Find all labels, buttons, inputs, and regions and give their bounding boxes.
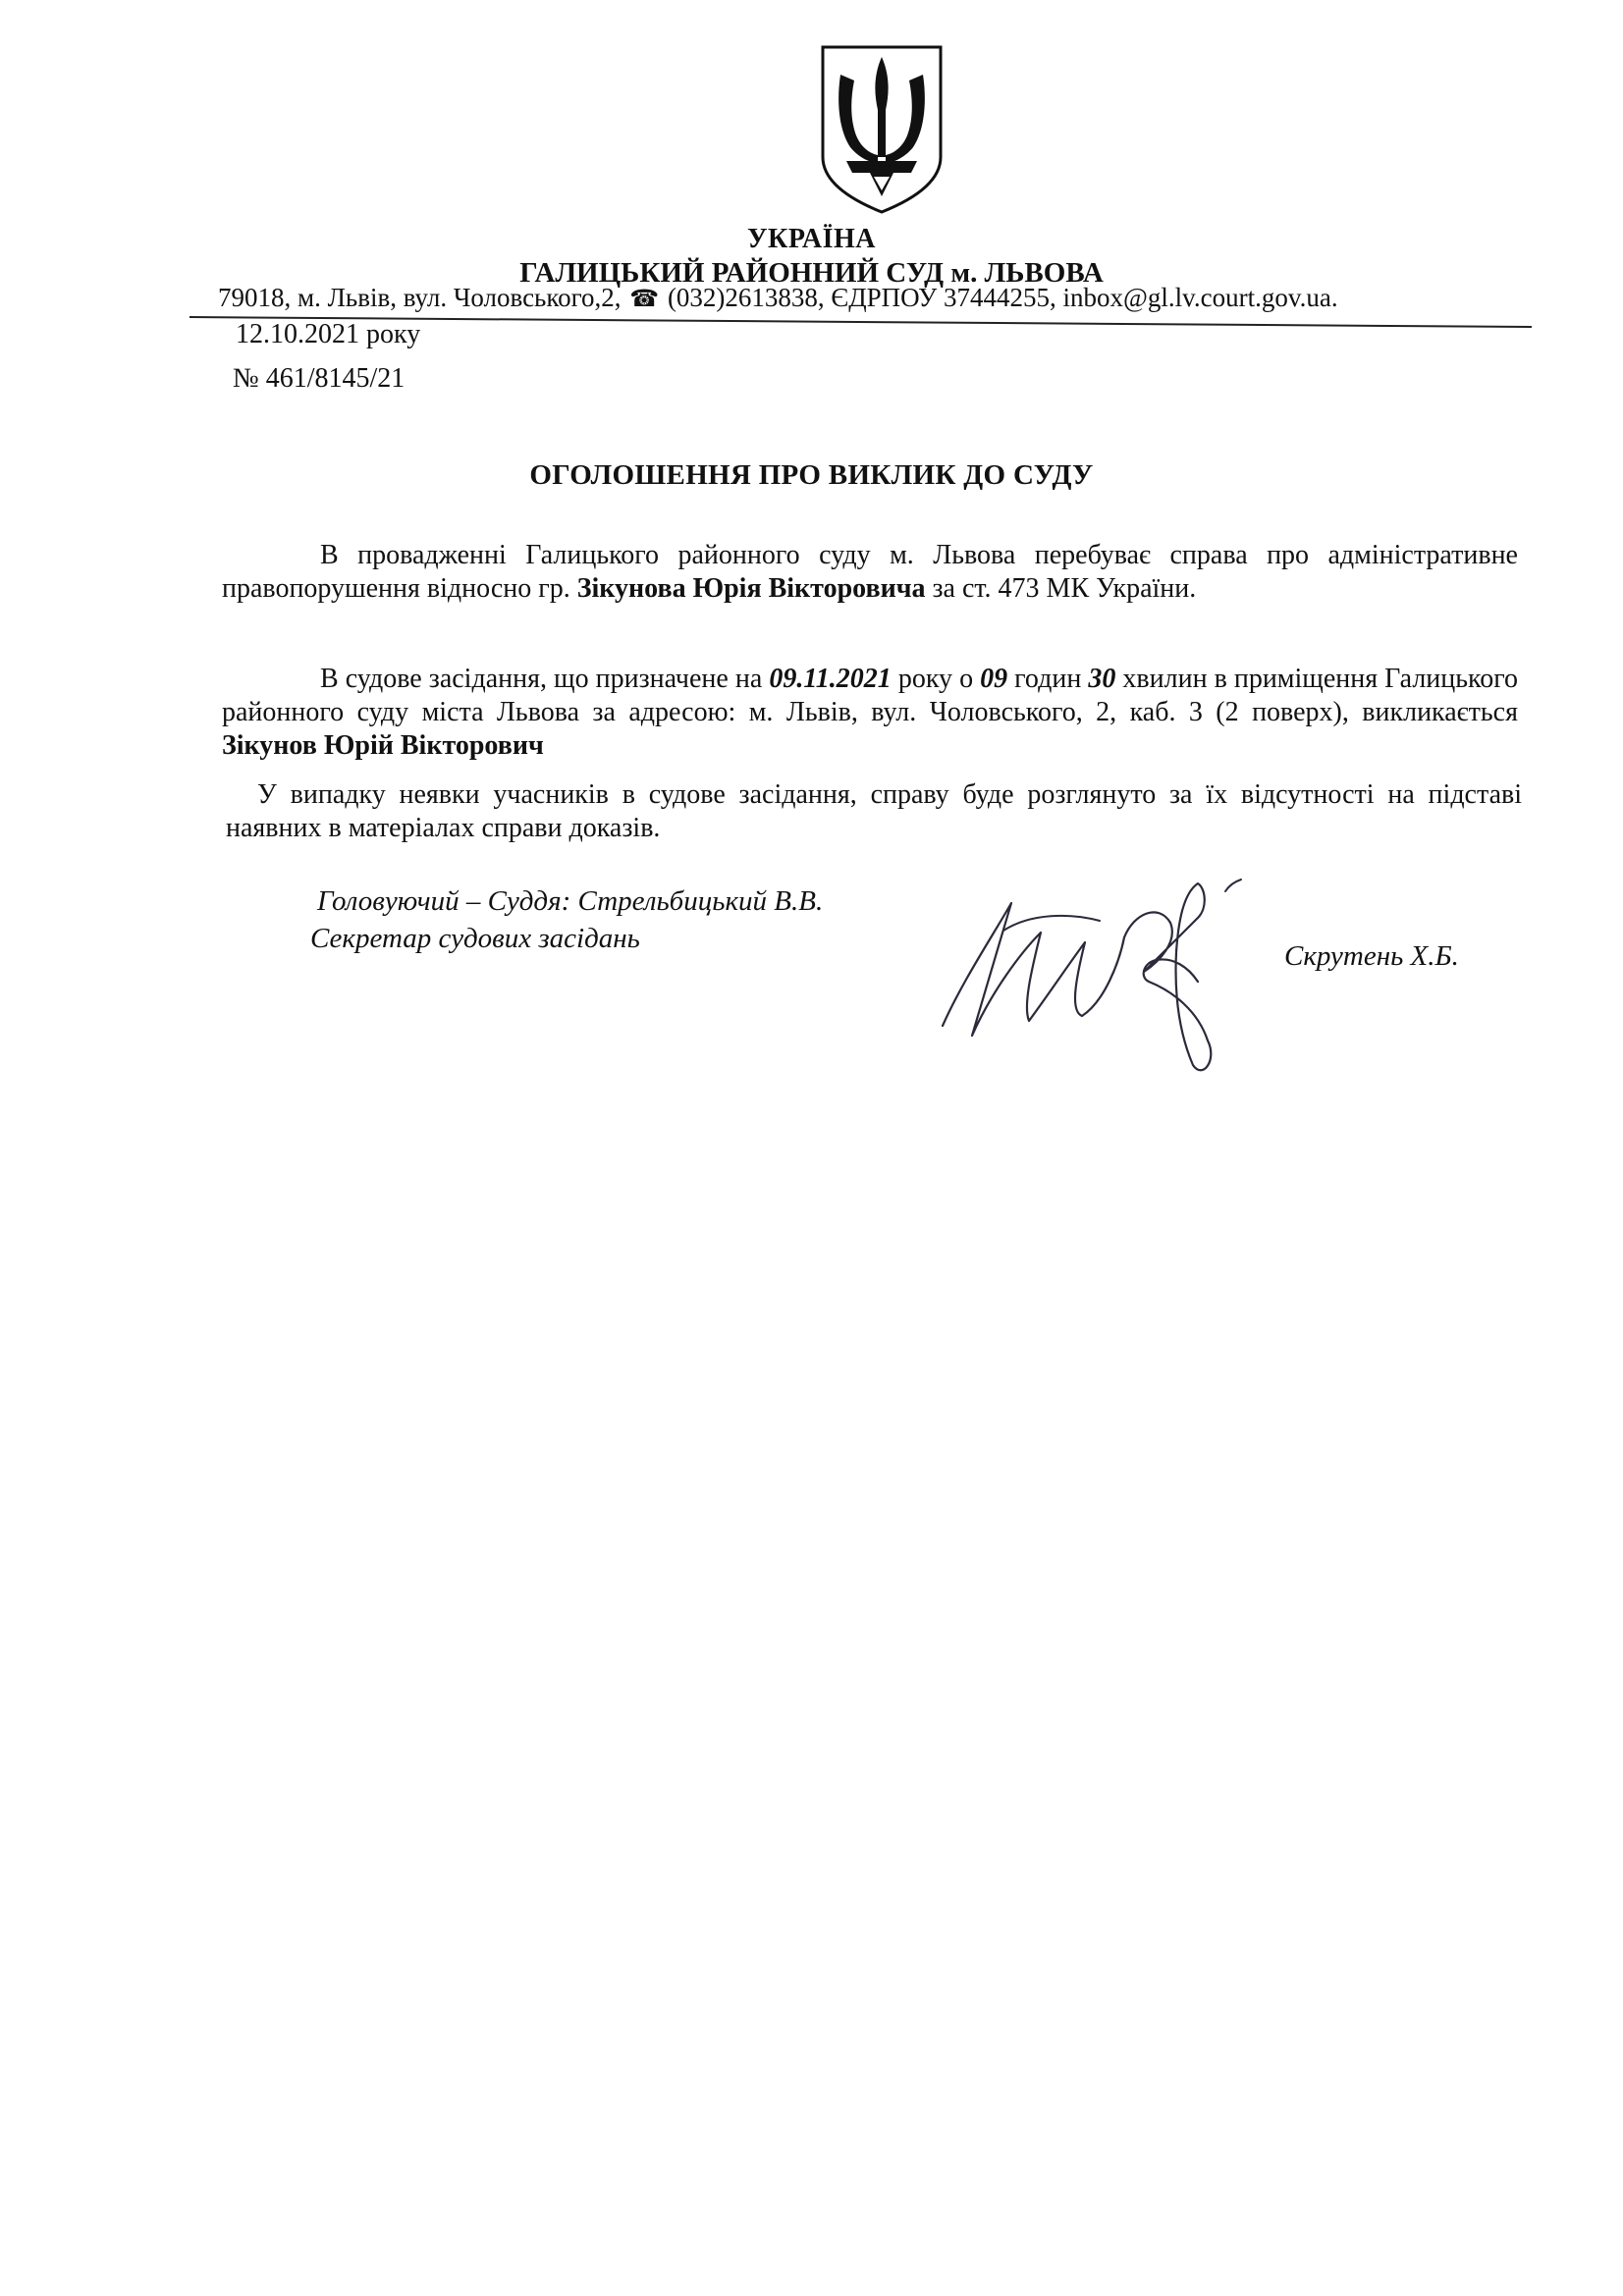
summoned-person: Зікунов Юрій Вікторович bbox=[222, 730, 544, 761]
country-heading: УКРАЇНА bbox=[747, 224, 876, 254]
paragraph-text: В провадженні Галицького районного суду м. Львова перебуває справа про адміністративне правопорушення відносно гр. bbox=[222, 540, 1518, 604]
document-title: ОГОЛОШЕННЯ ПРО ВИКЛИК ДО СУДУ bbox=[529, 459, 1094, 491]
telephone-icon: ☎ bbox=[629, 287, 660, 312]
case-number: № 461/8145/21 bbox=[233, 363, 406, 394]
defendant-name: Зікунова Юрія Вікторовича bbox=[576, 573, 926, 604]
paragraph-absence-notice bbox=[226, 778, 1522, 845]
paragraph-text: хвилин в приміщення Галицького районного суду міста Львова за адресою: м. Львів, вул. Чоловського, 2, каб. 3 (2 поверх), викликається bbox=[222, 664, 1519, 727]
handwritten-signature-icon bbox=[913, 844, 1267, 1080]
hearing-hour: 09 bbox=[980, 664, 1008, 694]
paragraph-text: В судове засідання, що призначене на bbox=[320, 664, 770, 694]
address-street: 79018, м. Львів, вул. Чоловського,2, bbox=[218, 283, 622, 312]
hearing-date: 09.11.2021 bbox=[769, 664, 892, 694]
paragraph-proceedings bbox=[222, 539, 1518, 606]
court-name-heading: ГАЛИЦЬКИЙ РАЙОННИЙ СУД м. ЛЬВОВА bbox=[519, 257, 1104, 289]
paragraph-text: за ст. 473 МК України. bbox=[925, 573, 1197, 604]
judge-signature-line: Головуючий – Суддя: Стрельбицький В.В. bbox=[317, 885, 824, 917]
secretary-name: Скрутень Х.Б. bbox=[1284, 940, 1459, 972]
coat-of-arms-icon bbox=[817, 41, 947, 216]
hearing-minutes: 30 bbox=[1088, 664, 1116, 694]
paragraph-text: року о bbox=[891, 664, 981, 694]
paragraph-text: годин bbox=[1007, 664, 1089, 694]
document-date: 12.10.2021 року bbox=[236, 319, 421, 349]
court-address-line bbox=[218, 283, 1338, 313]
address-contacts: (032)2613838, ЄДРПОУ 37444255, inbox@gl.lv.court.gov.ua. bbox=[661, 283, 1338, 312]
secretary-label: Секретар судових засідань bbox=[310, 923, 640, 954]
paragraph-text: У випадку неявки учасників в судове засідання, справу буде розглянуто за їх відсутності на підставі наявних в матеріалах справи доказів. bbox=[226, 779, 1522, 843]
paragraph-hearing bbox=[222, 663, 1518, 763]
